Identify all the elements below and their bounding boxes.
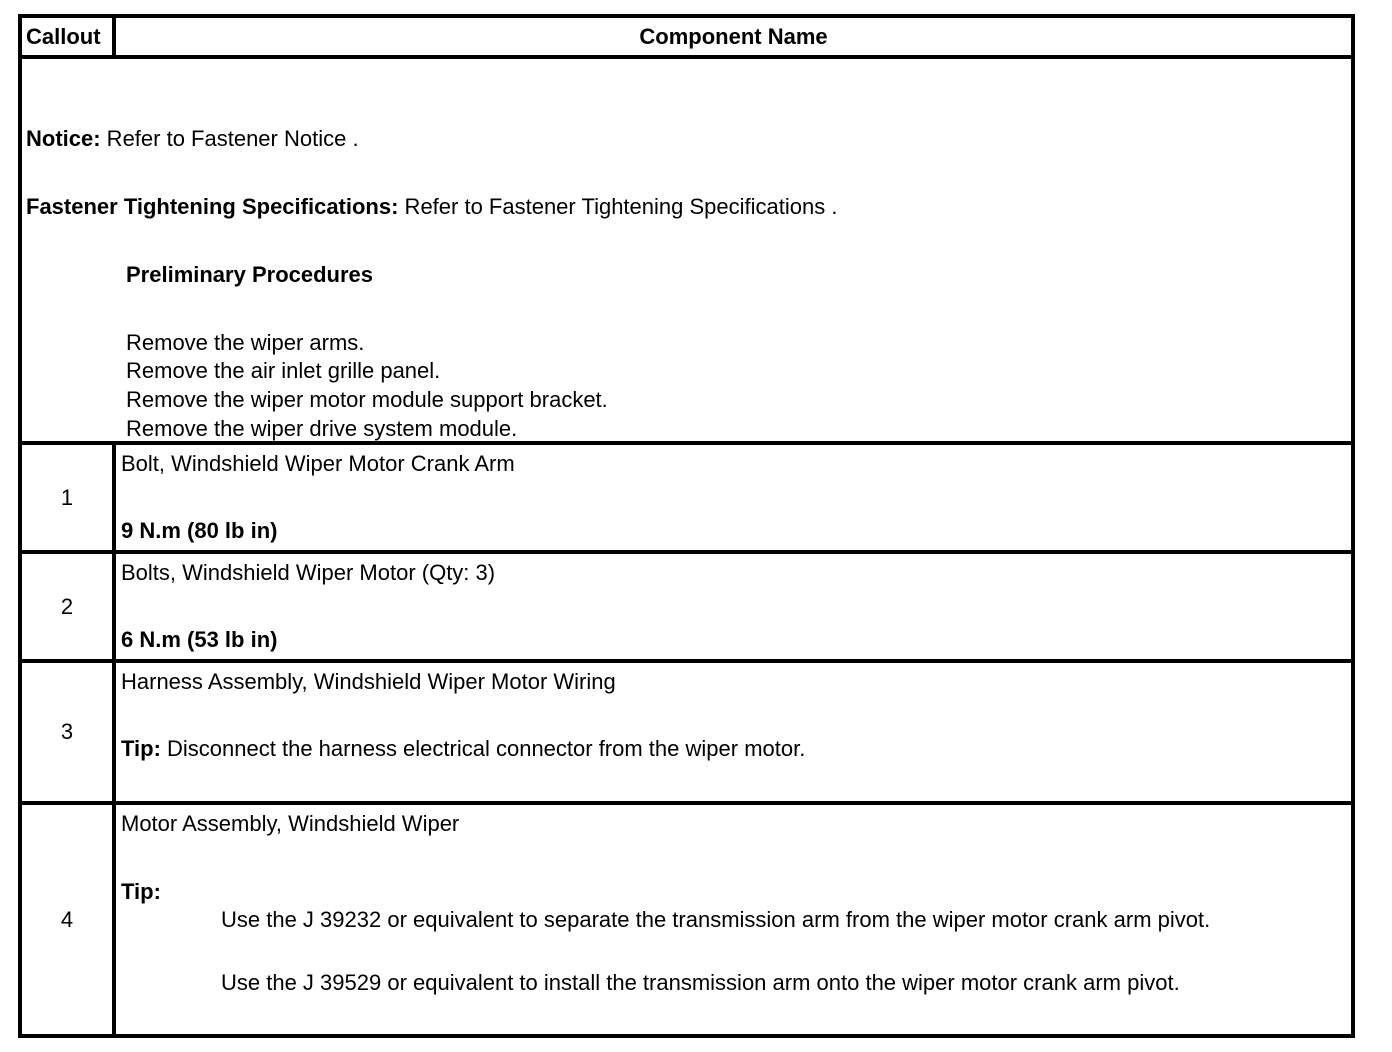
torque-spec: 6 N.m (53 lb in) [121, 627, 278, 652]
table-row [18, 805, 1355, 1038]
fastener-specs-line: Fastener Tightening Specifications: Refer to Fastener Tightening Specifications . [26, 194, 838, 219]
table-header-row [18, 14, 1355, 59]
step-1: Remove the wiper arms. [126, 330, 365, 355]
preliminary-procedures-title: Preliminary Procedures [126, 262, 374, 287]
table-row [18, 445, 1355, 554]
tip-item-2: Use the J 39529 or equivalent to install the transmission arm onto the wiper motor crank arm pivot. [221, 970, 1180, 995]
tip-label: Tip: [121, 879, 161, 904]
intro-section [18, 59, 1355, 445]
component-name: Bolt, Windshield Wiper Motor Crank Arm [121, 451, 515, 476]
table-row [18, 554, 1355, 663]
table-row [18, 663, 1355, 805]
notice-line: Notice: Refer to Fastener Notice . [26, 126, 359, 151]
component-table [18, 14, 1355, 1038]
tip-item-1: Use the J 39232 or equivalent to separate the transmission arm from the wiper motor crank arm pivot. [221, 907, 1211, 932]
step-2: Remove the air inlet grille panel. [126, 358, 441, 383]
callout-number: 4 [22, 805, 116, 1034]
callout-number: 3 [22, 663, 116, 801]
callout-number: 2 [22, 554, 116, 659]
tip-line: Tip: Disconnect the harness electrical connector from the wiper motor. [121, 736, 806, 761]
component-name: Harness Assembly, Windshield Wiper Motor Wiring [121, 669, 616, 694]
step-4: Remove the wiper drive system module. [126, 416, 518, 441]
step-3: Remove the wiper motor module support bracket. [126, 387, 608, 412]
callout-header: Callout [22, 18, 116, 55]
component-name: Bolts, Windshield Wiper Motor (Qty: 3) [121, 560, 496, 585]
component-name: Motor Assembly, Windshield Wiper [121, 811, 460, 836]
torque-spec: 9 N.m (80 lb in) [121, 518, 278, 543]
callout-number: 1 [22, 445, 116, 550]
component-name-header: Component Name [639, 23, 828, 49]
